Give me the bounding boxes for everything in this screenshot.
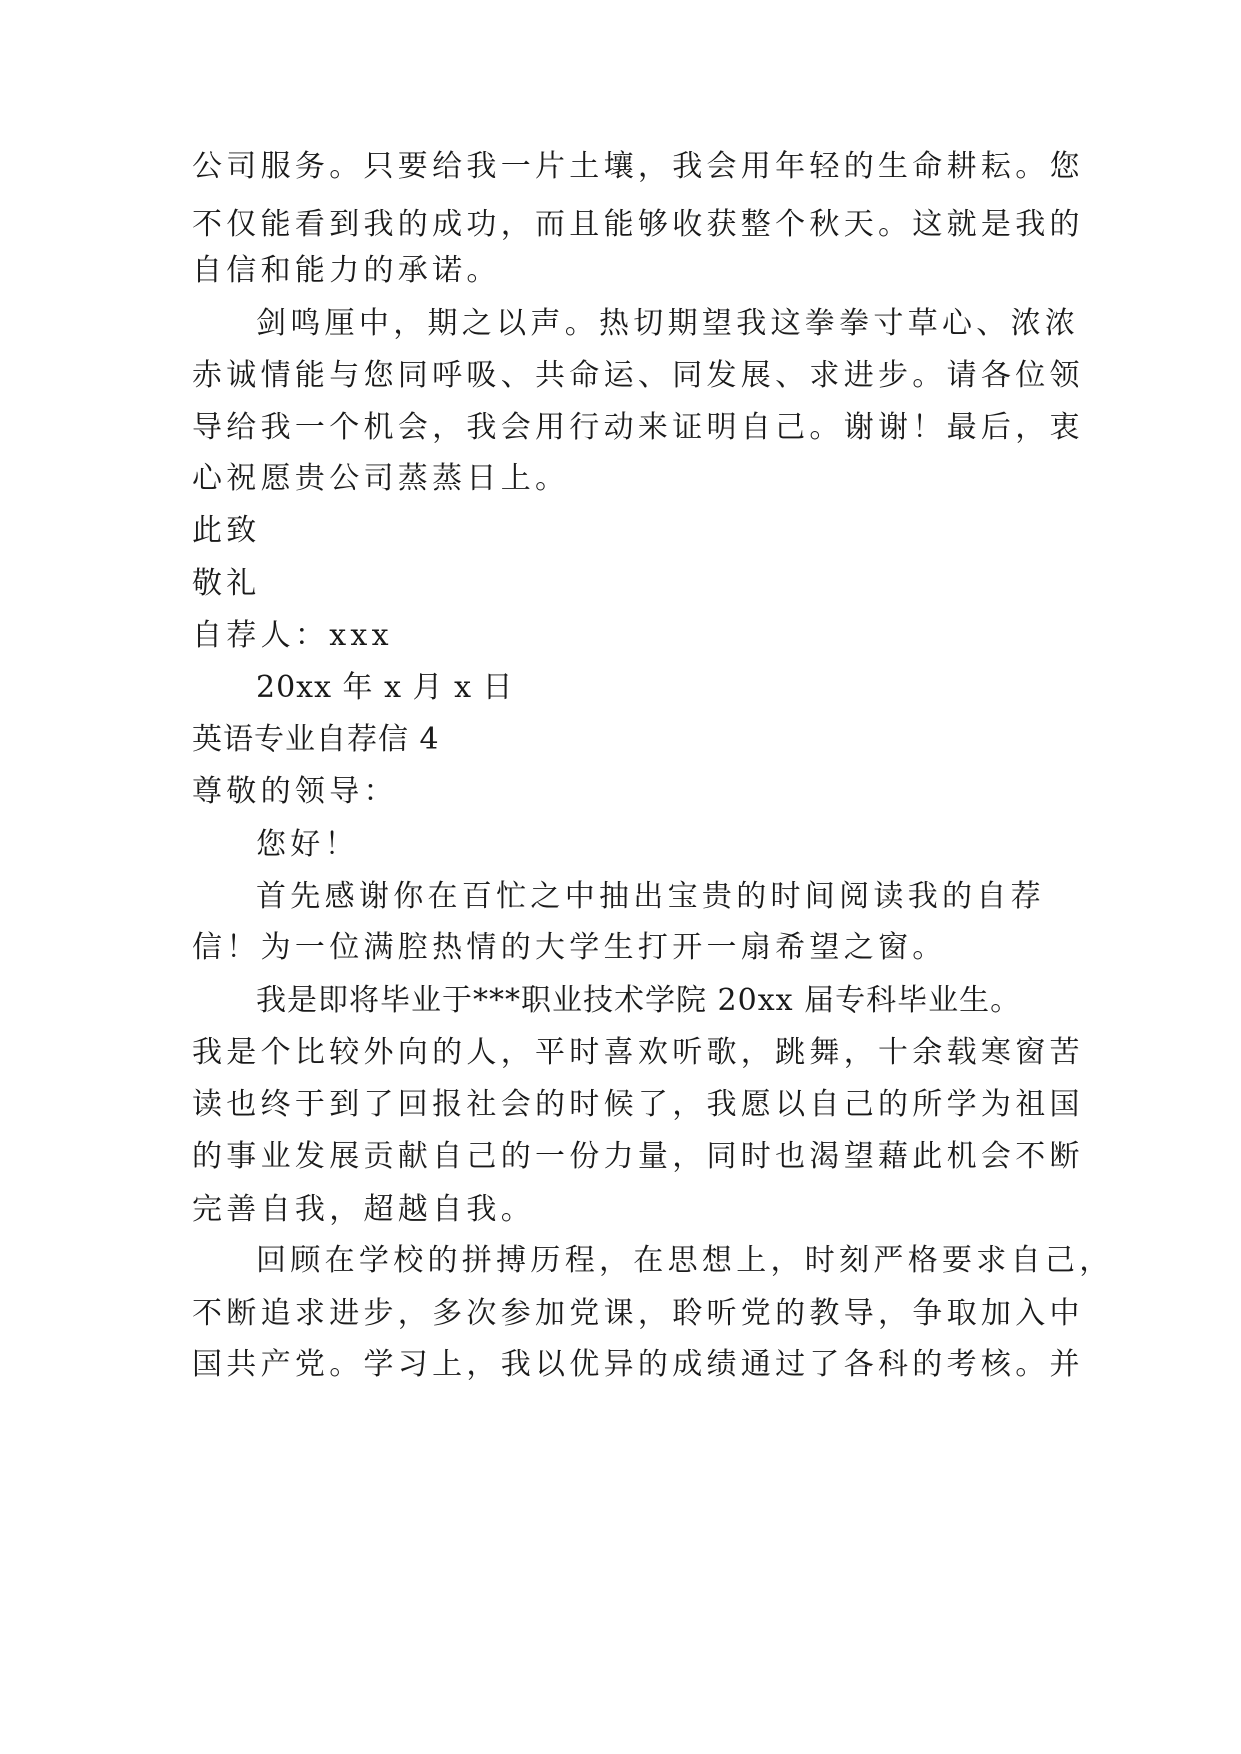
closing-regards: 敬礼: [192, 566, 261, 601]
body-text-line: 我是个比较外向的人，平时喜欢听歌，跳舞，十余载寒窗苦: [192, 1035, 1084, 1070]
body-text-line: 完善自我，超越自我。: [192, 1192, 535, 1227]
body-text-line: 我是即将毕业于***职业技术学院 20xx 届专科毕业生。: [256, 983, 1022, 1018]
body-text-line: 读也终于到了回报社会的时候了，我愿以自己的所学为祖国: [192, 1087, 1084, 1122]
body-text-line: 赤诚情能与您同呼吸、共命运、同发展、求进步。请各位领: [192, 358, 1084, 393]
body-text-line: 公司服务。只要给我一片土壤，我会用年轻的生命耕耘。您: [192, 149, 1084, 184]
body-text-line: 回顾在学校的拼搏历程，在思想上，时刻严格要求自己，: [256, 1243, 1114, 1278]
greeting-recipient: 尊敬的领导：: [192, 774, 398, 809]
section-heading: 英语专业自荐信 4: [192, 722, 440, 757]
body-text-line: 心祝愿贵公司蒸蒸日上。: [192, 461, 570, 496]
body-text-line: 剑鸣厘中，期之以声。热切期望我这拳拳寸草心、浓浓: [256, 306, 1080, 341]
body-text-line: 首先感谢你在百忙之中抽出宝贵的时间阅读我的自荐: [256, 879, 1045, 914]
signature-line: 自荐人：xxx: [192, 618, 393, 653]
body-text-line: 自信和能力的承诺。: [192, 253, 501, 288]
body-text-line: 的事业发展贡献自己的一份力量，同时也渴望藉此机会不断: [192, 1139, 1084, 1174]
closing-salutation: 此致: [192, 513, 261, 548]
greeting: 您好！: [256, 827, 359, 862]
body-text-line: 导给我一个机会，我会用行动来证明自己。谢谢！最后，衷: [192, 410, 1084, 445]
date-line: 20xx 年 x 月 x 日: [256, 670, 514, 705]
body-text-line: 信！为一位满腔热情的大学生打开一扇希望之窗。: [192, 930, 947, 965]
body-text-line: 国共产党。学习上，我以优异的成绩通过了各科的考核。并: [192, 1347, 1084, 1382]
body-text-line: 不仅能看到我的成功，而且能够收获整个秋天。这就是我的: [192, 207, 1084, 242]
body-text-line: 不断追求进步，多次参加党课，聆听党的教导，争取加入中: [192, 1296, 1084, 1331]
